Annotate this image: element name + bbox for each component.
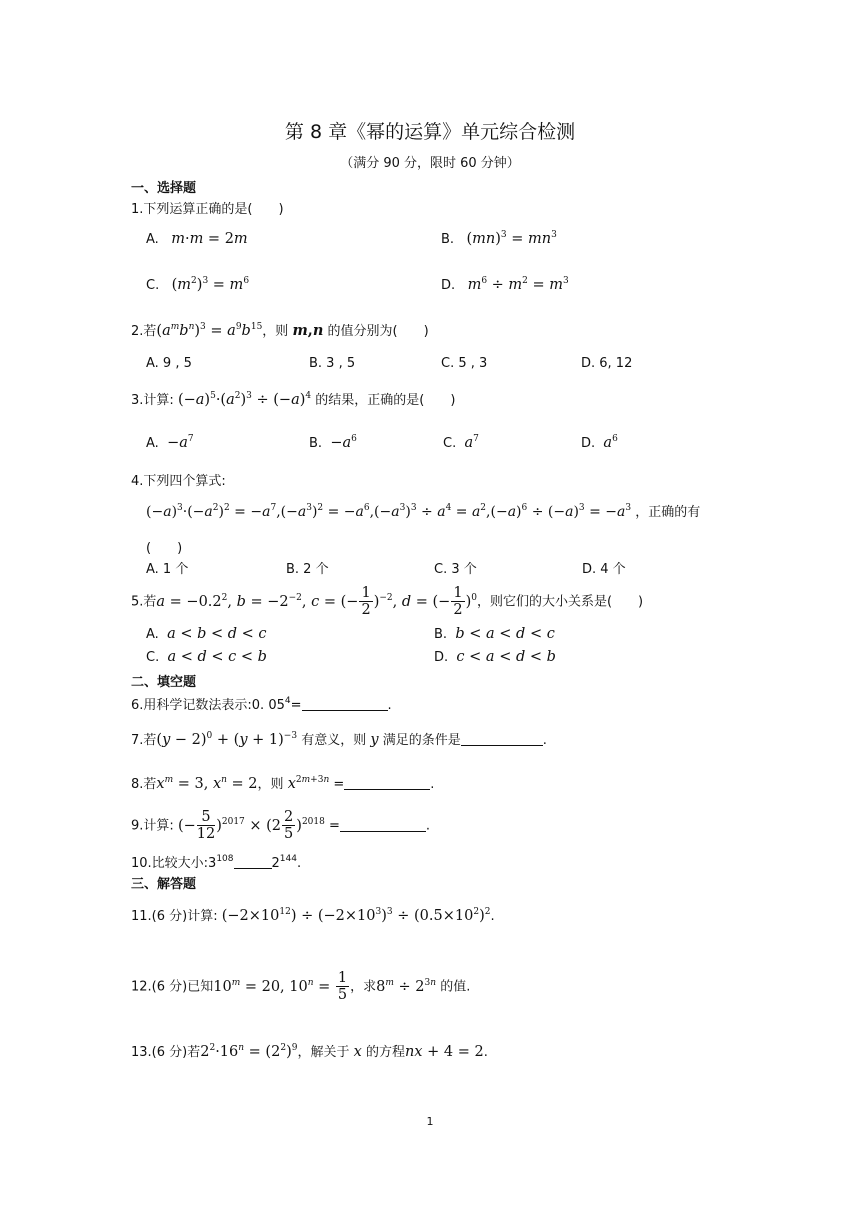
- q8-answer-blank[interactable]: [344, 776, 430, 790]
- q5-option-c: C. a < d < c < b: [146, 649, 267, 665]
- q3-math: $(-a)^5\cdot(a^2)^3 \div (-a)^4$: [177, 391, 312, 408]
- question-6: 6.用科学记数法表示:0. $05^4=$ .: [131, 696, 392, 713]
- q1-option-a: A. m·m = 2m: [146, 231, 248, 247]
- q8-math-target: $x^{2m+3n}$: [287, 775, 330, 792]
- q4-option-b: B. 2 个: [286, 562, 329, 577]
- q4-expressions: $(-a)^3\cdot(-a^2)^2 = -a^7,(-a^3)^2 = -a^6,(-a^3)^3 \div a^4 = a^2,(-a)^6 \div (-a)^3 = -a^3$ ，正确的有: [146, 503, 701, 520]
- q1-option-d-math: $m^6 \div m^2 = m^3$: [467, 276, 569, 293]
- section-heading-solve: 三、解答题: [131, 877, 197, 892]
- page-title: 第 8 章《幂的运算》单元综合检测: [284, 121, 576, 143]
- q1-option-c-math: $(m^2)^3 = m^6$: [171, 276, 250, 293]
- q9-math: (− $\frac{5}{12}$ )$^{2017}$ × (2 $\frac{2}{5}$ )$^{2018}$: [177, 809, 325, 842]
- q12-math-target: $8^m \div 2^{3n}$: [376, 977, 437, 995]
- q7-answer-blank[interactable]: [461, 732, 543, 746]
- q1-option-c: C. $(m^2)^3 = m^6$: [146, 276, 250, 293]
- question-7: 7.若$(y - 2)^0 + (y + 1)^{-3}$ 有意义，则 y 满足的条件是 .: [131, 731, 547, 748]
- section-heading-fill: 二、填空题: [131, 675, 197, 690]
- question-2-stem: 2.若$(a^mb^n)^3 = a^9b^{15}$，则 m,n 的值分别为( ): [131, 322, 429, 339]
- q2-option-c: C. 5 , 3: [441, 356, 488, 371]
- q4-option-a: A. 1 个: [146, 562, 189, 577]
- q4-answer-paren: ( ): [146, 541, 183, 556]
- q1-option-a-math: m·m = 2m: [171, 231, 248, 247]
- q1-option-d: D. $m^6 \div m^2 = m^3$: [441, 276, 569, 293]
- page-subtitle: （满分 90 分，限时 60 分钟）: [340, 156, 520, 171]
- page-number: 1: [426, 1115, 434, 1128]
- question-9: 9.计算: (− $\frac{5}{12}$ )$^{2017}$ × (2 $\frac{2}{5}$ )$^{2018}$ = .: [131, 809, 431, 842]
- q13-equation: nx + 4 = 2: [404, 1044, 484, 1060]
- q10-answer-blank[interactable]: [234, 855, 272, 869]
- question-10: 10.比较大小$:3^{108}$ $2^{144}$.: [131, 854, 302, 871]
- q6-answer-blank[interactable]: [302, 697, 388, 711]
- question-13: 13.(6 分)若$2^2\cdot 16^n = (2^2)^9$，解关于 x 的方程nx + 4 = 2.: [131, 1043, 488, 1060]
- q3-option-d: D. $a^6$: [581, 434, 618, 451]
- q5-math: $a = -0.2^2$, $b = -2^{-2}$, c = (− $\frac{1}{2}$ )$^{-2}$, d = (− $\frac{1}{2}$ )$^0$: [156, 585, 477, 618]
- q4-option-d: D. 4 个: [582, 562, 626, 577]
- q3-option-c: C. $a^7$: [443, 434, 479, 451]
- q5-option-d: D. c < a < d < b: [434, 649, 556, 665]
- q1-option-b: B. $(mn)^3 = mn^3$: [441, 230, 557, 247]
- question-3-stem: 3.计算: $(-a)^5\cdot(a^2)^3 \div (-a)^4$ 的结果，正确的是( ): [131, 391, 456, 408]
- q5-option-b: B. b < a < d < c: [434, 626, 555, 642]
- question-8: 8.若$x^m = 3$, $x^n = 2$，则 $x^{2m+3n}$ = .: [131, 775, 435, 792]
- question-4-stem: 4.下列四个算式:: [131, 474, 226, 489]
- question-1-stem: 1.下列运算正确的是( ): [131, 202, 284, 217]
- q5-option-a: A. a < b < d < c: [146, 626, 267, 642]
- q2-vars: m,n: [292, 322, 324, 339]
- q4-option-c: C. 3 个: [434, 562, 477, 577]
- question-5-stem: 5.若$a = -0.2^2$, $b = -2^{-2}$, c = (− $\frac{1}{2}$ )$^{-2}$, d = (− $\frac{1}{2}$ )$^0$，则它们的大小关系是( ): [131, 585, 644, 618]
- q3-option-b: B. $-a^6$: [309, 434, 357, 451]
- q11-math: $(-2\times 10^{12}) \div (-2\times 10^3)^3 \div (0.5\times 10^2)^2$: [221, 907, 491, 924]
- section-heading-choice: 一、选择题: [131, 181, 197, 196]
- q7-math: $(y - 2)^0 + (y + 1)^{-3}$: [156, 731, 298, 748]
- question-12: 12.(6 分)已知10$^m$ = 20, 10$^n$ = $\frac{1}{5}$ ，求$8^m \div 2^{3n}$ 的值.: [131, 970, 471, 1003]
- q2-option-b: B. 3 , 5: [309, 356, 356, 371]
- q2-math: $(a^mb^n)^3 = a^9b^{15}$: [156, 322, 263, 339]
- q3-option-a: A. $-a^7$: [146, 434, 194, 451]
- q1-option-b-math: $(mn)^3 = mn^3$: [466, 230, 557, 247]
- q2-option-a: A. 9 , 5: [146, 356, 192, 371]
- q13-math: $2^2\cdot 16^n = (2^2)^9$: [200, 1043, 298, 1060]
- q12-math: 10$^m$ = 20, 10$^n$ = $\frac{1}{5}$: [213, 970, 348, 1003]
- question-11: 11.(6 分)计算: $(-2\times 10^{12}) \div (-2\times 10^3)^3 \div (0.5\times 10^2)^2$.: [131, 907, 495, 924]
- q8-math: $x^m = 3$, $x^n = 2$: [156, 775, 258, 792]
- q4-math: $(-a)^3\cdot(-a^2)^2 = -a^7,(-a^3)^2 = -a^6,(-a^3)^3 \div a^4 = a^2,(-a)^6 \div (-a)^3 = -a^3$: [146, 503, 632, 520]
- q2-option-d: D. 6, 12: [581, 356, 633, 371]
- q9-answer-blank[interactable]: [340, 818, 426, 832]
